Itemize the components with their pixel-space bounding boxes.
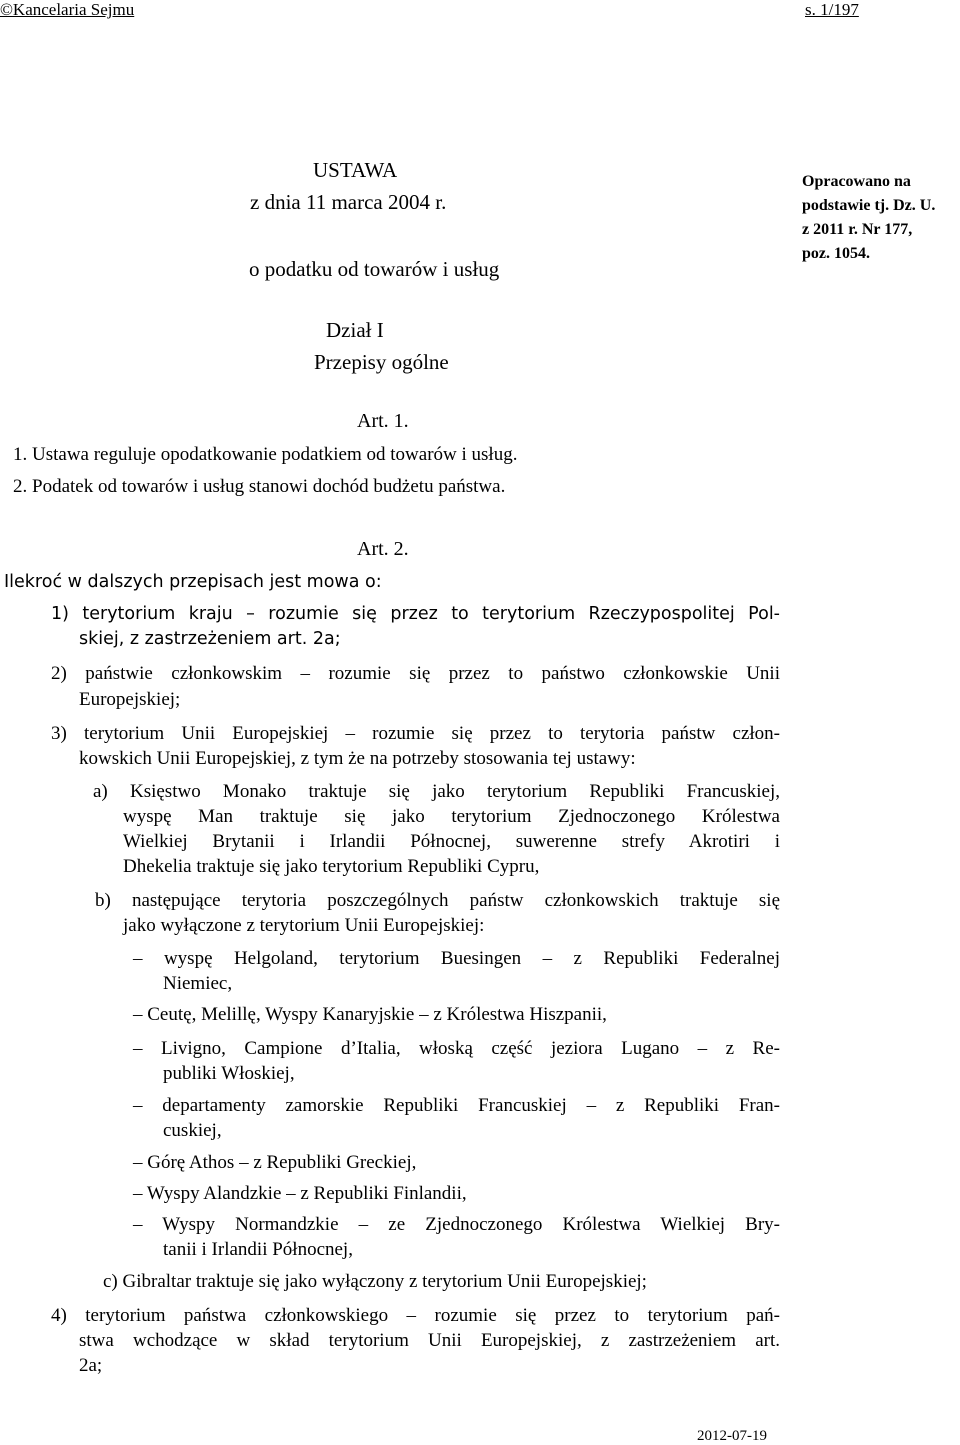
division-number: Dział I [326,318,384,342]
art2-dash-item: – Ceutę, Melillę, Wyspy Kanaryjskie – z Królestwa Hiszpanii, [133,1004,607,1025]
art2-item-2-cont: Europejskiej; [79,689,181,710]
art2-heading: Art. 2. [357,538,409,560]
art2-letter-a-cont: Dhekelia traktuje się jako terytorium Republiki Cypru, [123,856,540,877]
art2-letter-a-cont: wyspę Man traktuje się jako terytorium Zjednoczonego Królestwa [123,806,780,827]
art2-dash-item: – Górę Athos – z Republiki Greckiej, [133,1152,417,1173]
art2-item-4-cont: stwa wchodzące w skład terytorium Unii Europejskiej, z zastrzeżeniem art. [79,1330,780,1351]
art2-dash-item: – wyspę Helgoland, terytorium Buesingen – z Republiki Federalnej [133,948,780,969]
art2-item-1: 1) terytorium kraju – rozumie się przez to terytorium Rzeczypospolitej Pol- [51,604,780,624]
art2-dash-item: – Wyspy Alandzkie – z Republiki Finlandii, [133,1183,467,1204]
art2-item-4-cont: 2a; [79,1355,103,1376]
act-type: USTAWA [313,158,398,182]
source-note-line: poz. 1054. [802,245,870,262]
art2-dash-item-cont: Niemiec, [163,973,233,994]
art2-letter-a-cont: Wielkiej Brytanii i Irlandii Północnej, suwerenne strefy Akrotiri i [123,831,780,852]
art2-dash-item: – Livigno, Campione d’Italia, włoską część jeziora Lugano – z Re- [133,1038,780,1059]
page-number: s. 1/197 [805,0,859,19]
footer-date: 2012-07-19 [697,1428,767,1444]
art2-dash-item: – Wyspy Normandzkie – ze Zjednoczonego Królestwa Wielkiej Bry- [133,1214,780,1235]
art2-dash-item: – departamenty zamorskie Republiki Francuskiej – z Republiki Fran- [133,1095,780,1116]
art1-heading: Art. 1. [357,410,409,432]
source-note-line: podstawie tj. Dz. U. [802,197,936,214]
art2-letter-a: a) Księstwo Monako traktuje się jako terytorium Republiki Francuskiej, [93,781,780,802]
art2-item-4: 4) terytorium państwa członkowskiego – rozumie się przez to terytorium pań- [51,1305,780,1326]
act-subject: o podatku od towarów i usług [249,257,500,281]
source-note-line: Opracowano na [802,173,911,190]
division-name: Przepisy ogólne [314,350,449,374]
art2-letter-b: b) następujące terytoria poszczególnych państw członkowskich traktuje się [95,890,780,911]
art2-dash-item-cont: publiki Włoskiej, [163,1063,295,1084]
page-header [0,0,960,24]
art2-intro: Ilekroć w dalszych przepisach jest mowa o: [4,572,382,592]
art2-letter-c: c) Gibraltar traktuje się jako wyłączony z terytorium Unii Europejskiej; [103,1271,647,1292]
art2-item-3: 3) terytorium Unii Europejskiej – rozumie się przez to terytoria państw człon- [51,723,780,744]
art1-paragraph: 1. Ustawa reguluje opodatkowanie podatkiem od towarów i usług. [13,444,518,465]
art1-paragraph: 2. Podatek od towarów i usług stanowi dochód budżetu państwa. [13,476,506,497]
source-note-line: z 2011 r. Nr 177, [802,221,913,238]
art2-dash-item-cont: cuskiej, [163,1120,222,1141]
source-note [802,170,952,266]
art2-item-3-cont: kowskich Unii Europejskiej, z tym że na potrzeby stosowania tej ustawy: [79,748,636,769]
art2-item-1-cont: skiej, z zastrzeżeniem art. 2a; [79,629,341,649]
art2-item-2: 2) państwie członkowskim – rozumie się przez to państwo członkowskie Unii [51,663,780,684]
art2-dash-item-cont: tanii i Irlandii Północnej, [163,1239,353,1260]
art2-letter-b-cont: jako wyłączone z terytorium Unii Europejskiej: [123,915,485,936]
copyright-notice: ©Kancelaria Sejmu [0,0,135,19]
act-date: z dnia 11 marca 2004 r. [250,190,447,214]
